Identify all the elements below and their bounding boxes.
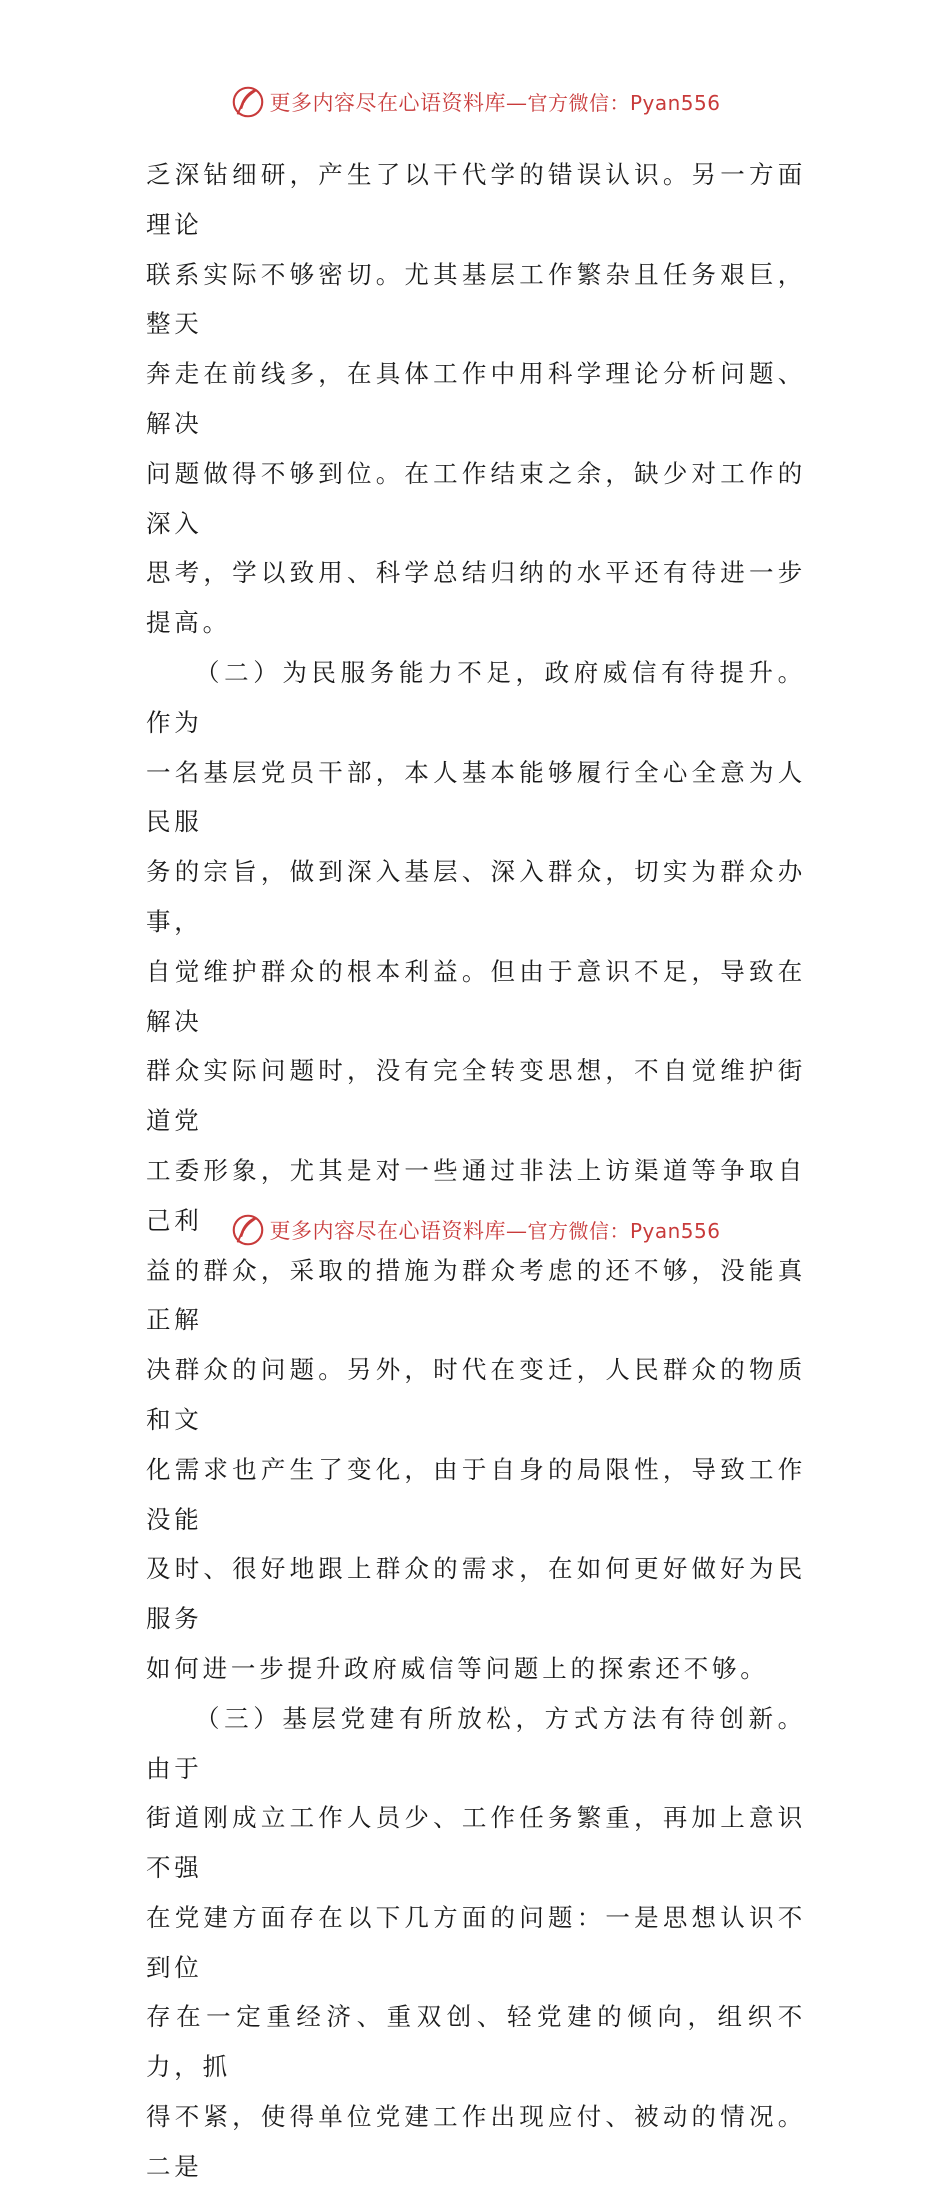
- quill-logo-icon: [229, 83, 267, 121]
- watermark-dash: —: [505, 91, 528, 115]
- text-line: 自觉维护群众的根本利益。但由于意识不足，导致在解决: [146, 956, 806, 1036]
- text-line: 街道刚成立工作人员少、工作任务繁重，再加上意识不强: [146, 1803, 806, 1883]
- section-heading-3: （三）基层党建有所放松，方式方法有待创新。由于: [146, 1703, 806, 1783]
- quill-logo-icon: [229, 1211, 267, 1249]
- text-line: 如何进一步提升政府威信等问题上的探索还不够。: [146, 1653, 769, 1683]
- paragraph-2: [146, 648, 806, 1694]
- header-watermark-banner: [0, 80, 950, 124]
- text-line: 益的群众，采取的措施为群众考虑的还不够，没能真正解: [146, 1255, 806, 1335]
- text-line: 联系实际不够密切。尤其基层工作繁杂且任务艰巨，整天: [146, 259, 806, 339]
- watermark-text: [269, 87, 720, 117]
- text-line: 化需求也产生了变化，由于自身的局限性，导致工作没能: [146, 1454, 806, 1534]
- text-line: 乏深钻细研，产生了以干代学的错误认识。另一方面理论: [146, 160, 806, 239]
- text-line: 思考，学以致用、科学总结归纳的水平还有待进一步提高。: [146, 558, 806, 638]
- text-line: 务的宗旨，做到深入基层、深入群众，切实为群众办事，: [146, 857, 806, 936]
- text-line: 及时、很好地跟上群众的需求，在如何更好做好为民服务: [146, 1554, 806, 1634]
- paragraph-1: [146, 150, 806, 648]
- text-line: 在党建方面存在以下几方面的问题：一是思想认识不到位: [146, 1902, 806, 1982]
- text-line: 群众实际问题时，没有完全转变思想，不自觉维护街道党: [146, 1056, 806, 1136]
- watermark-wechat: 官方微信：Pyan556: [527, 91, 721, 115]
- watermark-wechat: 官方微信：Pyan556: [527, 1219, 721, 1243]
- text-line: 奔走在前线多，在具体工作中用科学理论分析问题、解决: [146, 359, 806, 438]
- document-body: [146, 150, 806, 2192]
- text-line: 决群众的问题。另外，时代在变迁，人民群众的物质和文: [146, 1355, 806, 1434]
- paragraph-3: [146, 1694, 806, 2192]
- watermark-title: 更多内容尽在心语资料库: [269, 91, 506, 115]
- text-line: 一名基层党员干部，本人基本能够履行全心全意为人民服: [146, 757, 806, 837]
- watermark-dash: —: [505, 1219, 528, 1243]
- text-line: 得不紧，使得单位党建工作出现应付、被动的情况。二是: [146, 2102, 806, 2181]
- footer-watermark-banner: [0, 1208, 950, 1252]
- text-line: 存在一定重经济、重双创、轻党建的倾向，组织不力，抓: [146, 2002, 806, 2082]
- watermark-title: 更多内容尽在心语资料库: [269, 1219, 506, 1243]
- text-line: 问题做得不够到位。在工作结束之余，缺少对工作的深入: [146, 458, 806, 538]
- section-heading-2: （二）为民服务能力不足，政府威信有待提升。作为: [146, 657, 806, 737]
- text-line: 工委形象，尤其是对一些通过非法上访渠道等争取自己利: [146, 1155, 806, 1235]
- watermark-text: [269, 1215, 720, 1245]
